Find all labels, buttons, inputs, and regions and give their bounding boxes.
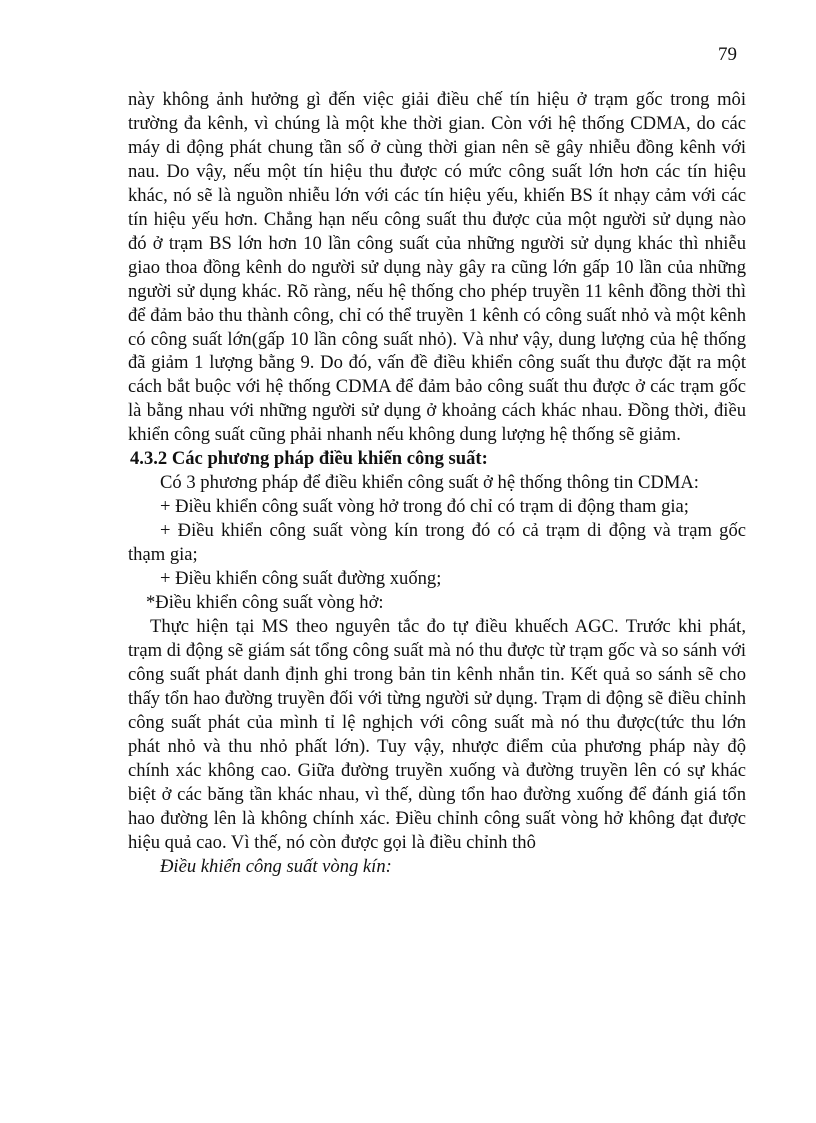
list-item-open-loop: + Điều khiển công suất vòng hở trong đó chỉ có trạm di động tham gia; [160, 496, 689, 518]
page-number: 79 [718, 44, 737, 65]
list-item-closed-loop: + Điều khiển công suất vòng kín trong đó có cả trạm di động và trạm gốc thạm gia; [128, 520, 746, 566]
paragraph-cdma-near-far: này không ảnh hưởng gì đến việc giải điều chế tín hiệu ở trạm gốc trong môi trường đa kênh, vì chúng là một khe thời gian. Còn với hệ thống CDMA, do các máy di động phát chung tần số ở cùng thời gian nên sẽ gây nhiễu đồng kênh với nau. Do vậy, nếu một tín hiệu thu được có mức công suất lớn hơn các tín hiệu khác, nó sẽ là nguồn nhiễu lớn với các tín hiệu yếu, khiến BS ít nhạy cảm với các tín hiệu yếu hơn. Chẳng hạn nếu công suất thu được của một người sử dụng nào đó ở trạm BS lớn hơn 10 lần công suất của những người sử dụng khác thì nhiễu giao thoa đồng kênh do người sử dụng này gây ra cũng lớn gấp 10 lần của những người sử dụng khác. Rõ ràng, nếu hệ thống cho phép truyền 11 kênh đồng thời thì để đảm bảo thu thành công, chỉ có thể truyền 1 kênh có công suất nhỏ và một kênh có công suất lớn(gấp 10 lần công suất nhỏ). Và như vậy, dung lượng của hệ thống đã giảm 1 lượng bằng 9. Do đó, vấn đề điều khiển công suất thu được đặt ra một cách bắt buộc với hệ thống CDMA để đảm bảo công suất thu được ở các trạm gốc là bằng nhau với những người sử dụng ở khoảng cách khác nhau. Đồng thời, điều khiển công suất cũng phải nhanh nếu không dung lượng hệ thống sẽ giảm. [128, 89, 746, 446]
section-heading: 4.3.2 Các phương pháp điều khiển công suất: [130, 448, 488, 470]
list-item-downlink: + Điều khiển công suất đường xuống; [160, 568, 442, 590]
paragraph-open-loop: Thực hiện tại MS theo nguyên tắc đo tự điều khuếch AGC. Trước khi phát, trạm di động sẽ giám sát tổng công suất mà nó thu được từ trạm gốc và so sánh với công suất phát danh định ghi trong bản tin kênh nhắn tin. Kết quả so sánh sẽ cho thấy tổn hao đường truyền đối với từng người sử dụng. Trạm di động sẽ điều chỉnh công suất phát của mình tỉ lệ nghịch với công suất mà nó thu được(tức thu lớn phát nhỏ và thu nhỏ phất lớn). Tuy vậy, nhược điểm của phương pháp này độ chính xác không cao. Giữa đường truyền xuống và đường truyền lên có sự khác biệt ở các băng tần khác nhau, vì thế, dùng tổn hao đường xuống để đánh giá tổn hao đường lên là không chính xác. Điều chỉnh công suất vòng hở không đạt được hiệu quả cao. Vì thế, nó còn được gọi là điều chỉnh thô [128, 615, 746, 853]
paragraph-methods-intro: Có 3 phương pháp để điều khiển công suất ở hệ thống thông tin CDMA: [160, 472, 699, 494]
body-text [128, 88, 746, 878]
subsection-heading-closed-loop: Điều khiển công suất vòng kín: [160, 855, 392, 877]
subsection-heading-open-loop: *Điều khiển công suất vòng hở: [146, 592, 384, 614]
